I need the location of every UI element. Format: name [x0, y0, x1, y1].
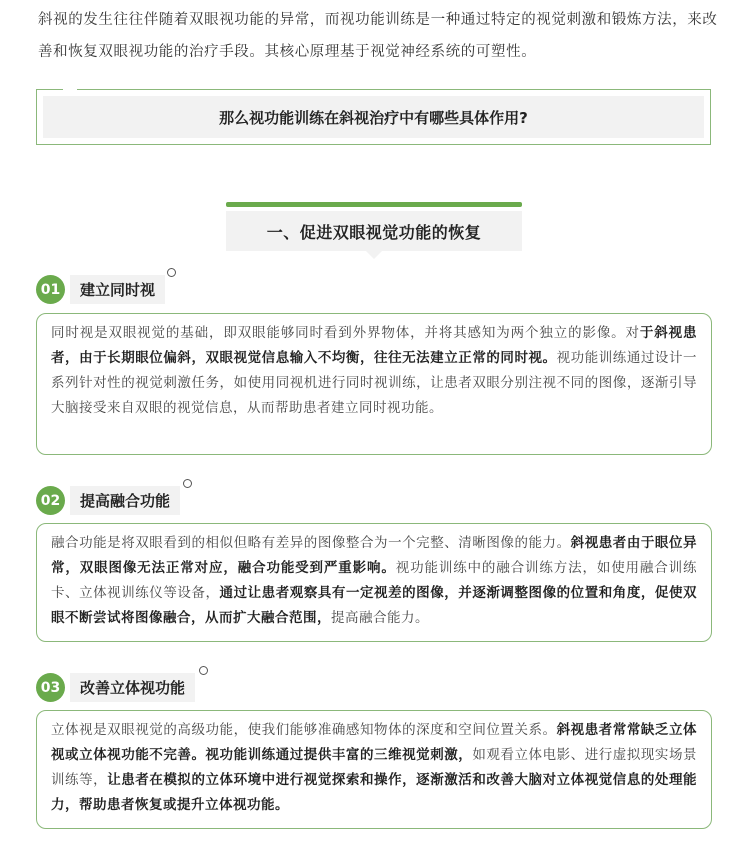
- intro-paragraph: 斜视的发生往往伴随着双眼视功能的异常，而视功能训练是一种通过特定的视觉刺激和锻炼方法，来改善和恢复双眼视功能的治疗手段。其核心原理基于视觉神经系统的可塑性。: [38, 12, 718, 60]
- card-text: 同时视是双眼视觉的基础，即双眼能够同时看到外界物体，并将其感知为两个独立的影像。对: [51, 325, 640, 341]
- card-text-bold: 斜视患者由于眼位异常，双眼图像无法正常对应，融合功能受到严重影响。: [51, 535, 698, 576]
- card-text: 提高融合能力。: [331, 610, 429, 626]
- section-header: [226, 202, 522, 258]
- circle-dot-icon: [167, 268, 176, 277]
- card-text: 如观看立体电影、进行虚拟现实场景训练等，: [51, 747, 698, 788]
- callout-notch: [63, 86, 77, 94]
- card-text-bold: 让患者在模拟的立体环境中进行视觉探索和操作，逐渐激活和改善大脑对立体视觉信息的处理能力，帮助患者恢复或提升立体视功能。: [51, 772, 698, 813]
- circle-dot-icon: [199, 666, 208, 675]
- question-callout: [36, 89, 711, 145]
- item-card-03: [36, 710, 712, 829]
- item-heading-01: [36, 274, 196, 306]
- item-number-badge: 01: [36, 275, 65, 304]
- section-title: 一、促进双眼视觉功能的恢复: [226, 211, 522, 251]
- item-number-badge: 02: [36, 486, 65, 515]
- section-accent-bar: [226, 202, 522, 207]
- item-title: 改善立体视功能: [70, 673, 195, 702]
- circle-dot-icon: [183, 479, 192, 488]
- card-text: 视功能训练中的融合训练方法，如使用融合训练卡、立体视训练仪等设备，: [51, 560, 698, 601]
- item-number-badge: 03: [36, 673, 65, 702]
- card-text-bold: 于斜视患者，由于长期眼位偏斜，双眼视觉信息输入不均衡，往往无法建立正常的同时视。: [51, 325, 698, 366]
- card-text-bold: 通过让患者观察具有一定视差的图像，并逐渐调整图像的位置和角度，促使双眼不断尝试将图像融合，从而扩大融合范围，: [51, 585, 698, 626]
- card-text: 视功能训练通过设计一系列针对性的视觉刺激任务，如使用同视机进行同时视训练，让患者双眼分别注视不同的图像，逐渐引导大脑接受来自双眼的视觉信息，从而帮助患者建立同时视功能。: [51, 350, 698, 416]
- item-title: 建立同时视: [70, 275, 165, 304]
- card-text: 立体视是双眼视觉的高级功能，使我们能够准确感知物体的深度和空间位置关系。: [51, 722, 557, 738]
- card-text-bold: 斜视患者常常缺乏立体视或立体视功能不完善。视功能训练通过提供丰富的三维视觉刺激，: [51, 722, 698, 763]
- item-card-02: [36, 523, 712, 642]
- section-pointer: [366, 251, 382, 259]
- item-title: 提高融合功能: [70, 486, 180, 515]
- item-heading-03: [36, 672, 226, 704]
- item-card-01: [36, 313, 712, 455]
- item-heading-02: [36, 485, 206, 517]
- card-text: 融合功能是将双眼看到的相似但略有差异的图像整合为一个完整、清晰图像的能力。: [51, 535, 571, 551]
- question-text: 那么视功能训练在斜视治疗中有哪些具体作用?: [43, 96, 704, 138]
